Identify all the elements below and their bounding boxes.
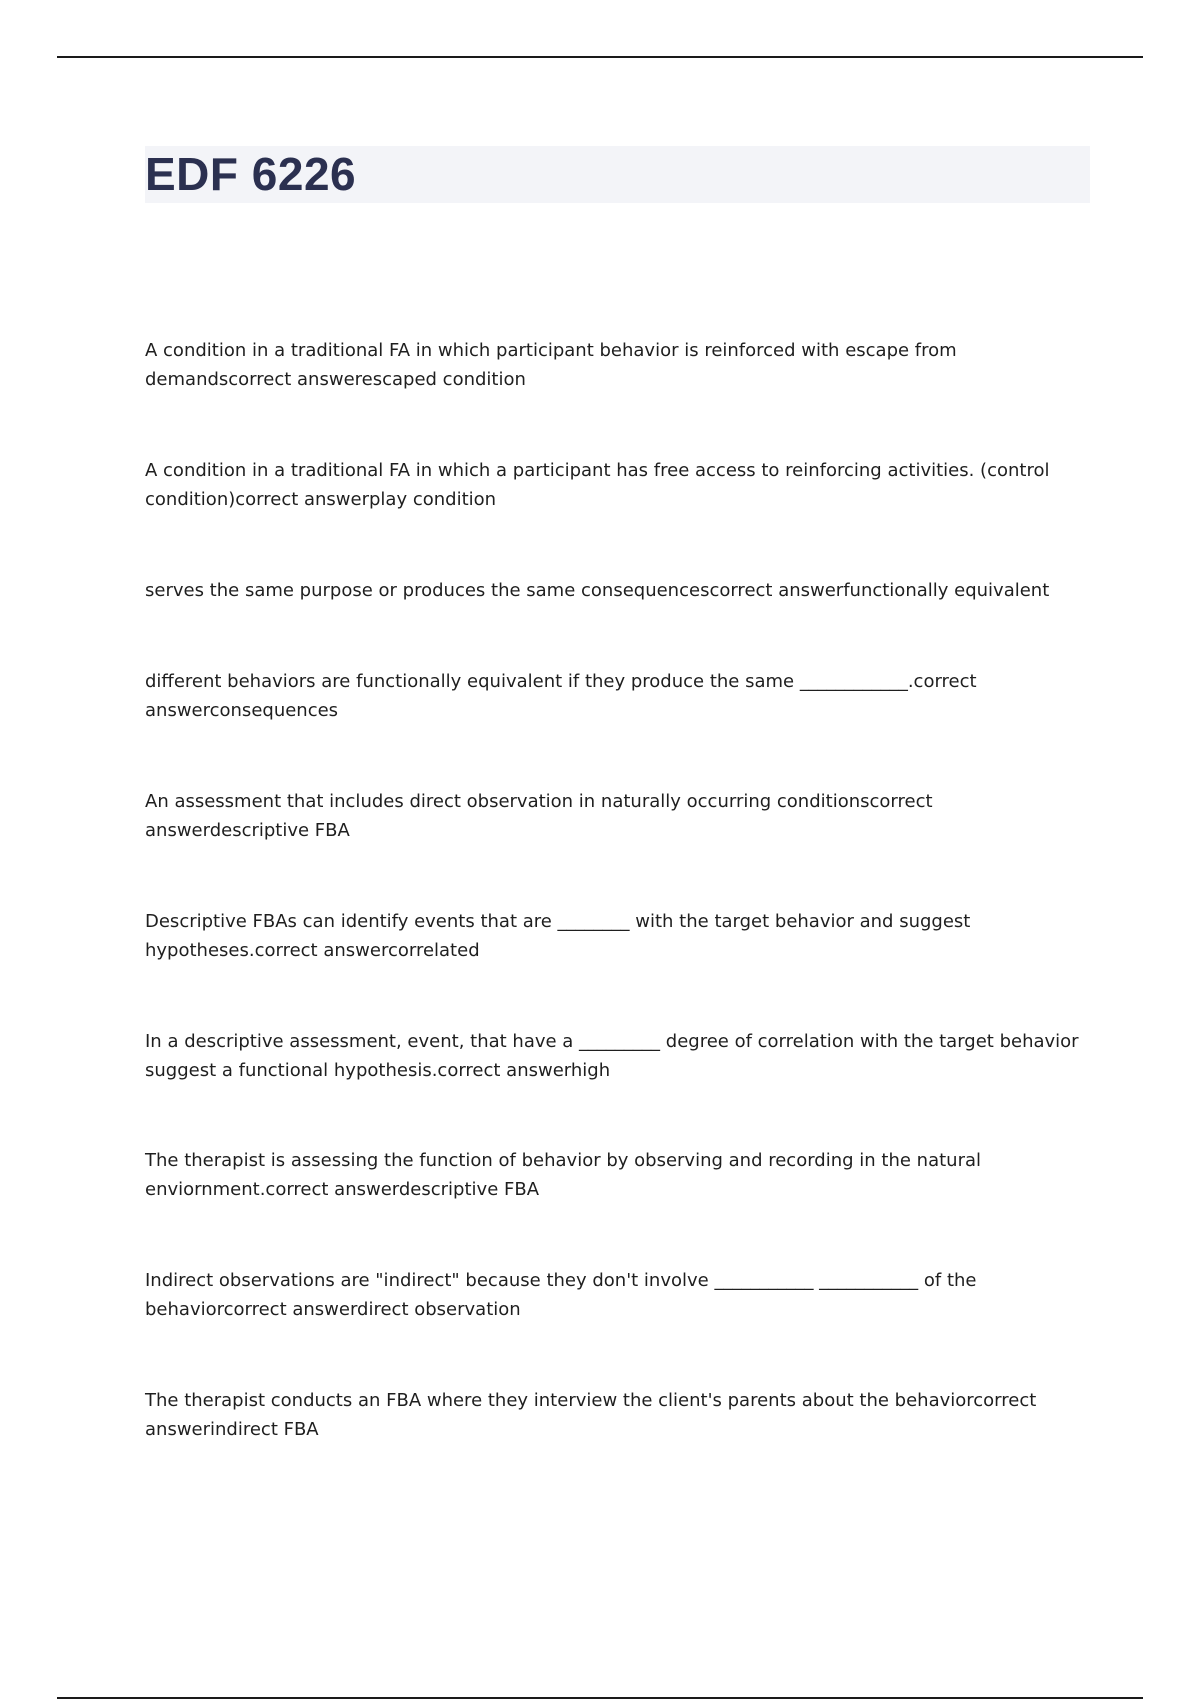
footer-rule [57,1697,1143,1699]
flashcard-item-1: A condition in a traditional FA in which participant behavior is reinforced with escape from demandscorrect answerescaped condition [145,340,957,390]
document-title: EDF 6226 [145,148,357,200]
flashcard-item-2: A condition in a traditional FA in which a participant has free access to reinforcing activities. (control condition)correct answerplay condition [145,460,1050,510]
header-rule [57,56,1143,58]
flashcard-item-9: Indirect observations are "indirect" because they don't involve ___________ ___________ of the behaviorcorrect answerdirect observation [145,1270,977,1320]
title-band [145,146,1090,203]
flashcard-item-7: In a descriptive assessment, event, that have a _________ degree of correlation with the target behavior suggest a functional hypothesis.correct answerhigh [145,1031,1079,1081]
flashcard-item-10: The therapist conducts an FBA where they interview the client's parents about the behaviorcorrect answerindirect FBA [145,1390,1037,1440]
flashcard-item-6: Descriptive FBAs can identify events that are ________ with the target behavior and suggest hypotheses.correct answercorrelated [145,911,971,961]
flashcard-item-4: different behaviors are functionally equivalent if they produce the same ____________.correct answerconsequences [145,671,977,721]
flashcard-item-5: An assessment that includes direct observation in naturally occurring conditionscorrect answerdescriptive FBA [145,791,933,841]
flashcard-item-8: The therapist is assessing the function of behavior by observing and recording in the natural enviornment.correct answerdescriptive FBA [145,1150,982,1200]
flashcard-item-3: serves the same purpose or produces the same consequencescorrect answerfunctionally equivalent [145,580,1050,601]
